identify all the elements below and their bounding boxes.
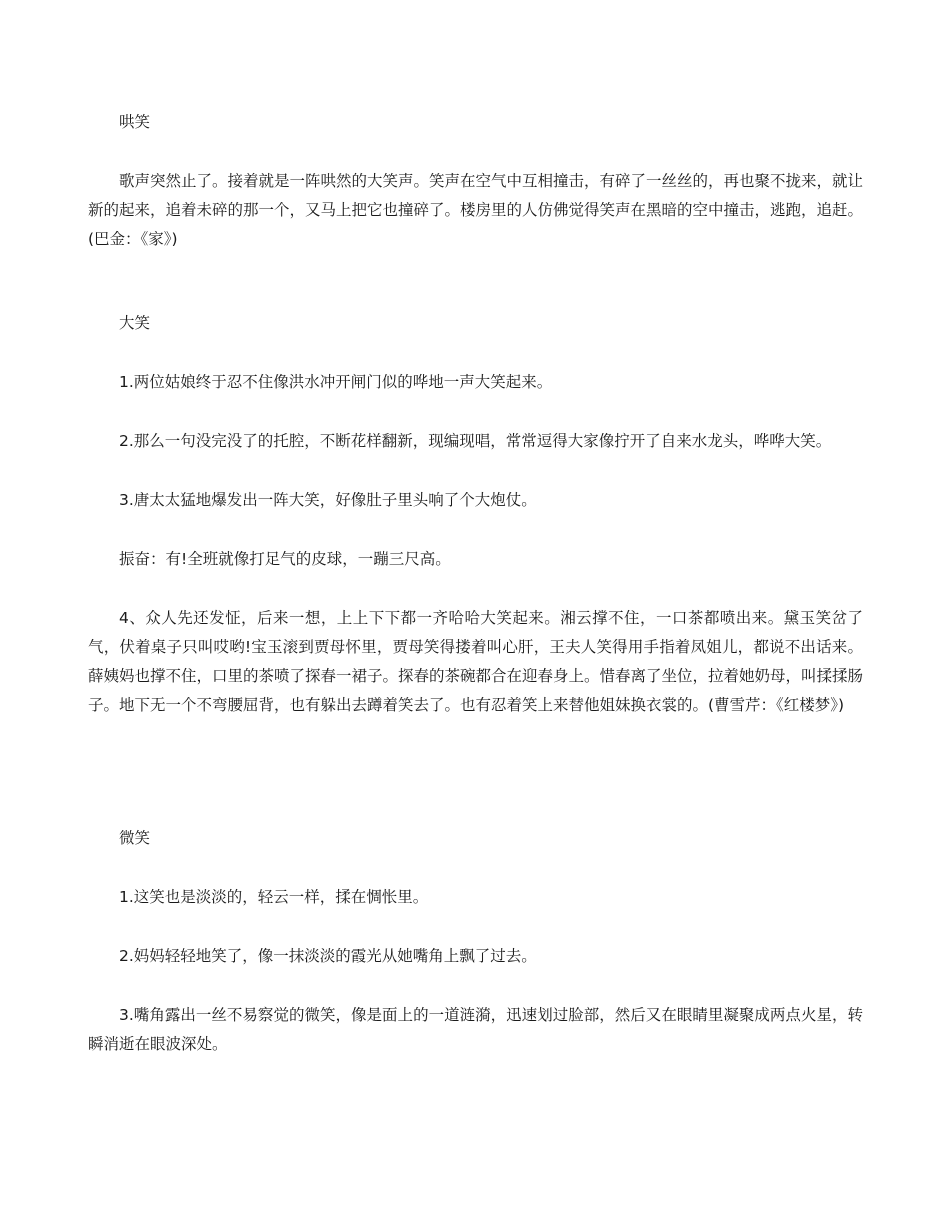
section-heading-hongxiao: 哄笑 <box>119 113 151 131</box>
section-heading-weixiao: 微笑 <box>119 829 151 847</box>
paragraph-hongxiao: 歌声突然止了。接着就是一阵哄然的大笑声。笑声在空气中互相撞击，有碎了一丝丝的，再也聚不拢来，就让新的起来，追着未碎的那一个，又马上把它也撞碎了。楼房里的人仿佛觉得笑声在黑暗的空中撞击，逃跑，追赶。(巴金：《家》) <box>88 172 864 248</box>
paragraph-daxiao-1: 1.两位姑娘终于忍不住像洪水冲开闸门似的哗地一声大笑起来。 <box>119 373 553 391</box>
section-heading-daxiao: 大笑 <box>119 314 151 332</box>
paragraph-daxiao-3: 3.唐太太猛地爆发出一阵大笑，好像肚子里头响了个大炮仗。 <box>119 491 537 509</box>
paragraph-weixiao-3: 3.嘴角露出一丝不易察觉的微笑，像是面上的一道涟漪，迅速划过脸部，然后又在眼睛里凝聚成两点火星，转瞬消逝在眼波深处。 <box>88 1006 863 1053</box>
paragraph-zhenfen: 振奋：有!全班就像打足气的皮球，一蹦三尺高。 <box>119 550 451 568</box>
paragraph-daxiao-4: 4、众人先还发怔，后来一想，上上下下都一齐哈哈大笑起来。湘云撑不住，一口茶都喷出来。黛玉笑岔了气，伏着桌子只叫哎哟!宝玉滚到贾母怀里，贾母笑得搂着叫心肝，王夫人笑得用手指着凤姐儿，都说不出话来。薛姨妈也撑不住，口里的茶喷了探春一裙子。探春的茶碗都合在迎春身上。惜春离了坐位，拉着她奶母，叫揉揉肠子。地下无一个不弯腰屈背，也有躲出去蹲着笑去了。也有忍着笑上来替他姐妹换衣裳的。(曹雪芹：《红楼梦》) <box>88 609 864 714</box>
paragraph-daxiao-2: 2.那么一句没完没了的托腔，不断花样翻新，现编现唱，常常逗得大家像拧开了自来水龙头，哗哗大笑。 <box>119 432 832 450</box>
paragraph-weixiao-1: 1.这笑也是淡淡的，轻云一样，揉在惆怅里。 <box>119 888 429 906</box>
paragraph-weixiao-2: 2.妈妈轻轻地笑了，像一抹淡淡的霞光从她嘴角上飘了过去。 <box>119 947 537 965</box>
